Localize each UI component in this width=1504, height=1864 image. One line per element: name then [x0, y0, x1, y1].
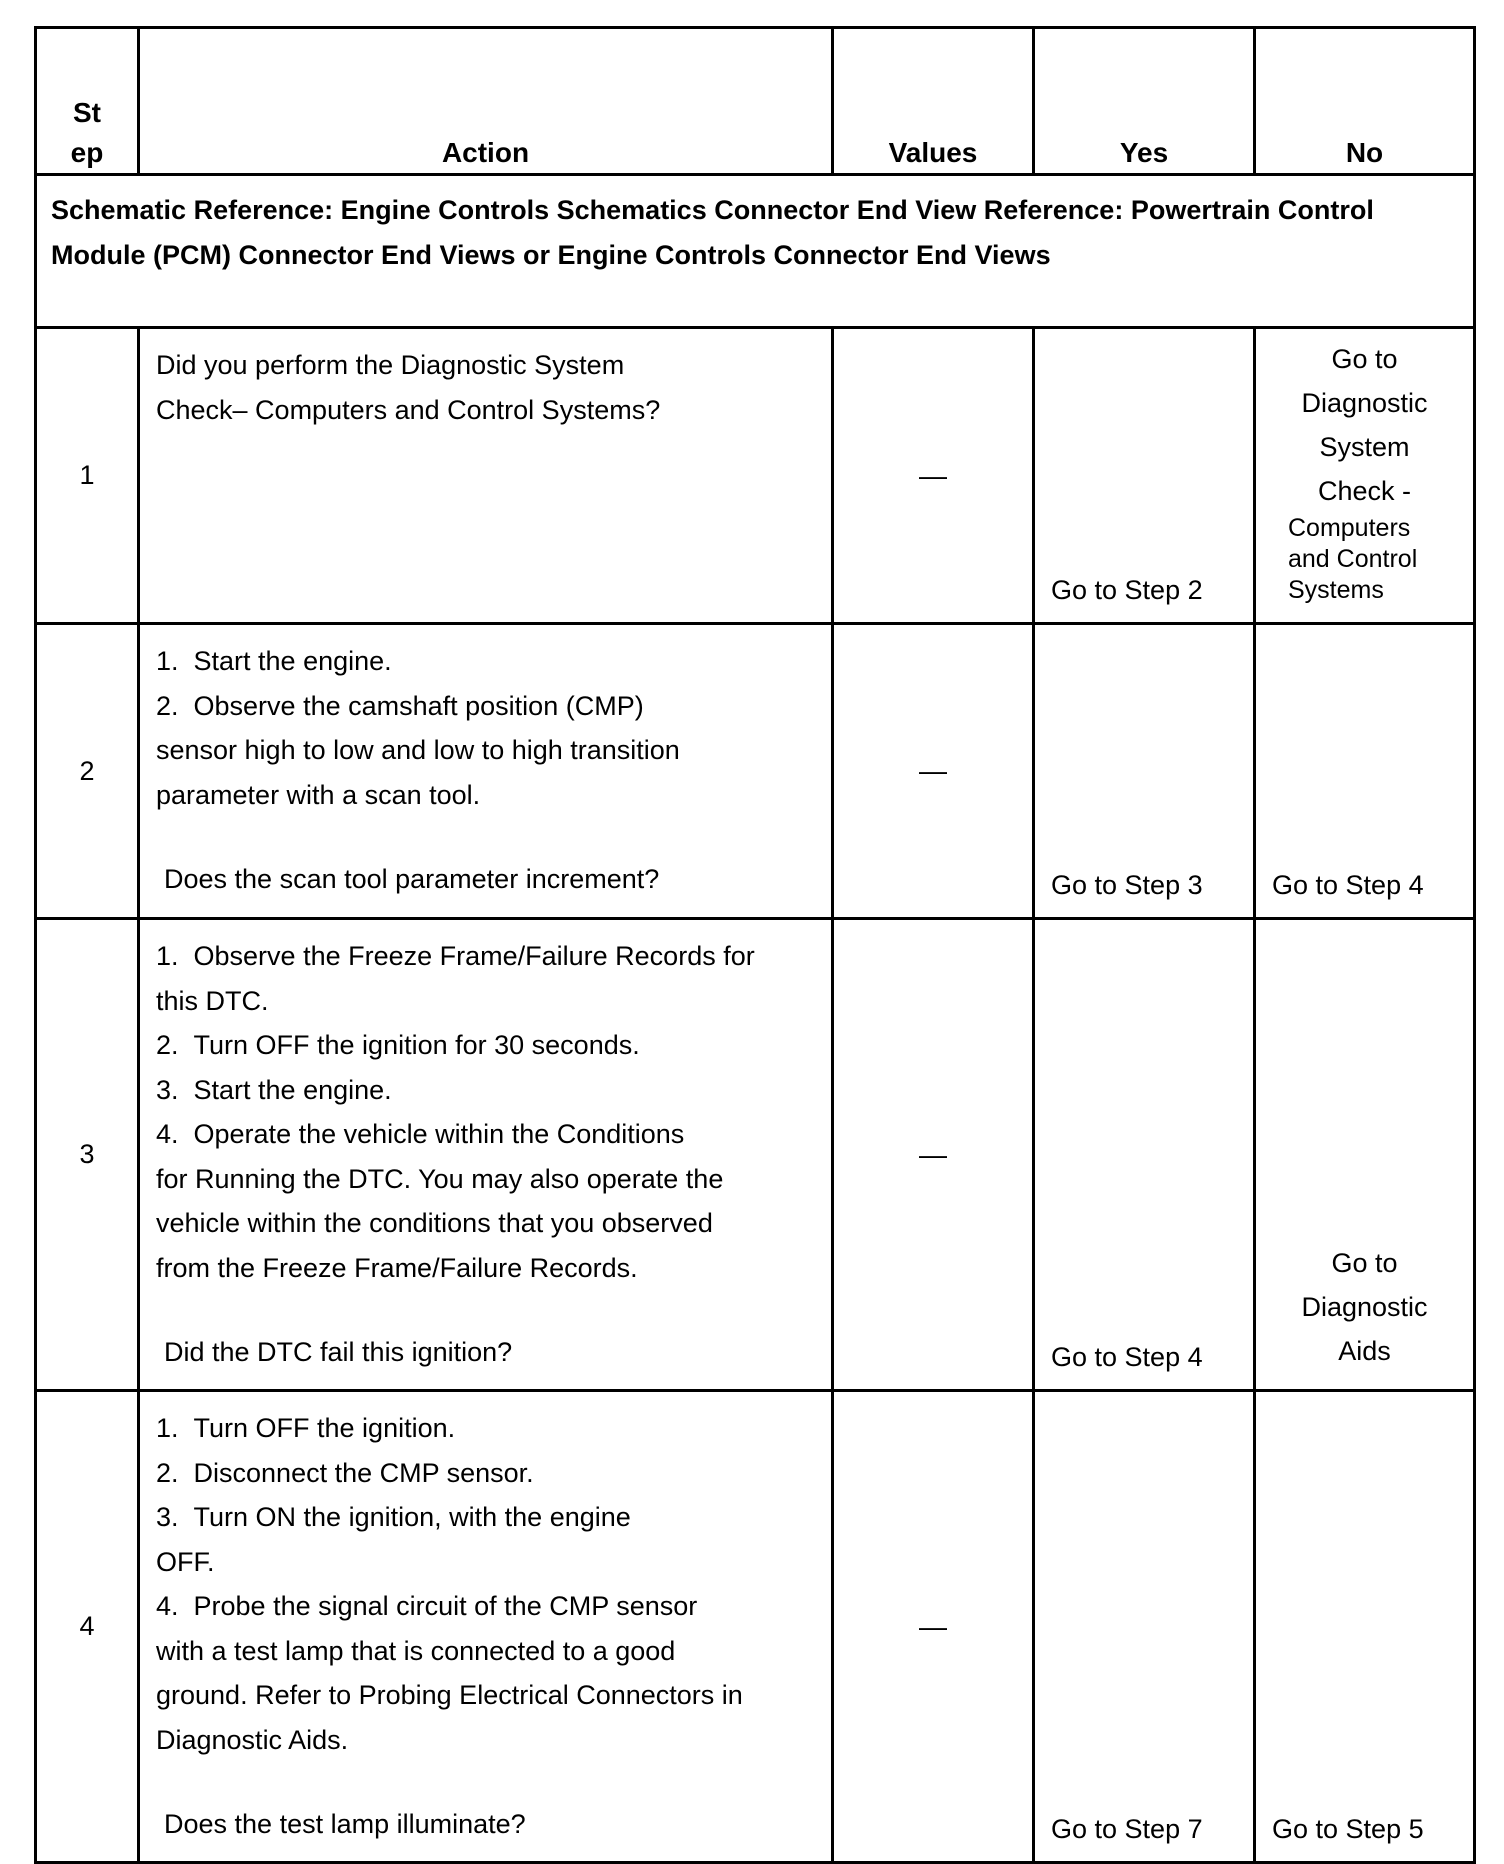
no-line: Check -	[1317, 476, 1412, 506]
no-line: Diagnostic	[1301, 388, 1428, 418]
no-line: Go to	[1331, 1248, 1398, 1278]
no-line: System	[1319, 432, 1410, 462]
no-cell	[1255, 919, 1475, 1391]
no-line: Diagnostic	[1301, 1292, 1428, 1322]
step-number: 4	[36, 1391, 139, 1863]
yes-cell: Go to Step 4	[1034, 919, 1255, 1391]
action-line: this DTC.	[156, 985, 269, 1016]
no-line-small: and Control	[1288, 545, 1418, 573]
action-cell	[139, 624, 833, 919]
action-line: Diagnostic Aids.	[156, 1724, 349, 1755]
header-action: Action	[139, 28, 833, 175]
yes-cell: Go to Step 2	[1034, 328, 1255, 624]
action-question: Does the scan tool parameter increment?	[164, 864, 660, 894]
action-line: vehicle within the conditions that you observed	[156, 1208, 713, 1238]
action-line: 3. Turn ON the ignition, with the engine	[156, 1502, 631, 1532]
diagnostic-table	[34, 26, 1476, 1864]
action-line: 1. Observe the Freeze Frame/Failure Records for	[156, 941, 755, 971]
header-row	[36, 28, 1475, 175]
action-line: 2. Disconnect the CMP sensor.	[156, 1457, 534, 1488]
action-line: 3. Start the engine.	[156, 1074, 392, 1105]
step-number: 1	[36, 328, 139, 624]
action-line: parameter with a scan tool.	[156, 779, 481, 810]
table-row	[36, 919, 1475, 1391]
no-line: Aids	[1338, 1336, 1391, 1366]
action-line: 1. Turn OFF the ignition.	[156, 1413, 456, 1443]
action-question: Does the test lamp illuminate?	[164, 1809, 526, 1839]
action-line: for Running the DTC. You may also operate the	[156, 1163, 724, 1194]
action-line: 2. Observe the camshaft position (CMP)	[156, 690, 644, 721]
values-cell: —	[833, 1391, 1034, 1863]
action-cell	[139, 919, 833, 1391]
step-number: 3	[36, 919, 139, 1391]
action-line: Check– Computers and Control Systems?	[156, 394, 661, 425]
action-cell	[139, 328, 833, 624]
action-line: 4. Operate the vehicle within the Conditions	[156, 1119, 685, 1149]
table-row	[36, 624, 1475, 919]
table-row	[36, 1391, 1475, 1863]
schematic-reference: Schematic Reference: Engine Controls Schematics Connector End View Reference: Powertrain Control Module (PCM) Connector End Views or Engine Controls Connector End Views	[36, 175, 1475, 328]
action-line: with a test lamp that is connected to a good	[156, 1635, 676, 1666]
step-number: 2	[36, 624, 139, 919]
header-values: Values	[833, 28, 1034, 175]
no-line-small: Systems	[1288, 576, 1384, 604]
schematic-reference-row	[36, 175, 1475, 328]
table-row	[36, 328, 1475, 624]
yes-cell: Go to Step 3	[1034, 624, 1255, 919]
action-line: 4. Probe the signal circuit of the CMP sensor	[156, 1591, 698, 1621]
action-question: Did the DTC fail this ignition?	[164, 1337, 513, 1367]
action-line: Did you perform the Diagnostic System	[156, 350, 625, 380]
no-cell: Go to Step 5	[1255, 1391, 1475, 1863]
values-cell: —	[833, 624, 1034, 919]
action-line: OFF.	[156, 1546, 215, 1577]
header-step	[36, 28, 139, 175]
no-cell	[1255, 328, 1475, 624]
yes-cell: Go to Step 7	[1034, 1391, 1255, 1863]
no-line: Go to	[1331, 344, 1398, 374]
action-cell	[139, 1391, 833, 1863]
header-no: No	[1255, 28, 1475, 175]
action-line: ground. Refer to Probing Electrical Connectors in	[156, 1680, 743, 1710]
values-cell: —	[833, 328, 1034, 624]
action-line: 2. Turn OFF the ignition for 30 seconds.	[156, 1030, 640, 1060]
action-line: 1. Start the engine.	[156, 646, 392, 676]
values-cell: —	[833, 919, 1034, 1391]
header-yes: Yes	[1034, 28, 1255, 175]
action-line: sensor high to low and low to high transition	[156, 735, 680, 765]
header-step-label: St ep	[70, 97, 104, 168]
no-cell: Go to Step 4	[1255, 624, 1475, 919]
action-line: from the Freeze Frame/Failure Records.	[156, 1252, 638, 1283]
no-line-small: Computers	[1288, 514, 1411, 542]
